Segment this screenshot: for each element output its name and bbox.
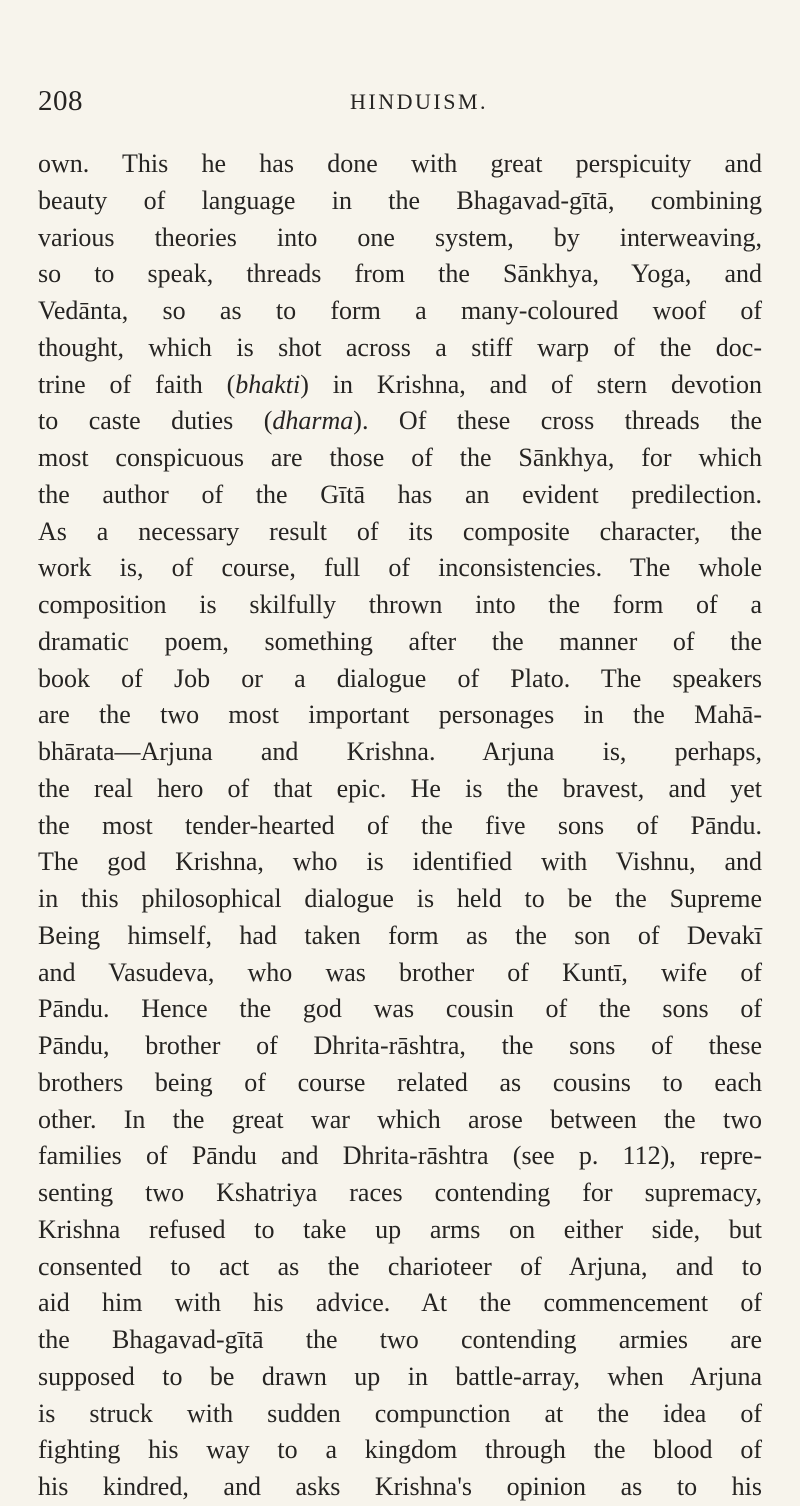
text-segment: other. In the great war which arose between the two xyxy=(38,1104,762,1134)
text-segment: the author of the Gītā has an evident predilection. xyxy=(38,479,762,509)
text-segment: various theories into one system, by interweaving, xyxy=(38,222,762,252)
text-segment: The god Krishna, who is identified with Vishnu, and xyxy=(38,847,762,877)
text-line xyxy=(38,1028,762,1065)
text-line xyxy=(38,1065,762,1102)
text-line xyxy=(38,1175,762,1212)
text-line xyxy=(38,624,762,661)
text-segment: Pāndu, brother of Dhrita-rāshtra, the sons of these xyxy=(38,1031,762,1060)
text-line xyxy=(38,1249,762,1286)
text-line xyxy=(38,808,762,845)
text-line xyxy=(38,550,762,587)
text-segment: Being himself, had taken form as the son of Devakī xyxy=(38,920,762,950)
text-line xyxy=(38,440,762,477)
text-line xyxy=(38,734,762,771)
text-segment: Vedānta, so as to form a many-coloured woof of xyxy=(38,296,762,325)
text-segment: composition is skilfully thrown into the form of a xyxy=(38,590,762,619)
text-line xyxy=(38,771,762,808)
body-text xyxy=(38,146,762,1506)
text-segment: and Vasudeva, who was brother of Kuntī, wife of xyxy=(38,957,762,987)
text-line xyxy=(38,367,762,404)
text-segment: aid him with his advice. At the commencement of xyxy=(38,1288,762,1318)
text-line xyxy=(38,1322,762,1359)
text-line xyxy=(38,881,762,918)
text-line xyxy=(38,514,762,551)
text-segment: the most tender-hearted of the five sons of Pāndu. xyxy=(38,810,762,840)
text-segment: work is, of course, full of inconsistencies. The whole xyxy=(38,553,762,583)
text-line xyxy=(38,330,762,367)
text-line xyxy=(38,256,762,293)
text-segment: As a necessary result of its composite character, the xyxy=(38,516,762,546)
text-segment: are the two most important personages in the Mahā- xyxy=(38,700,762,730)
text-line xyxy=(38,477,762,514)
text-segment: Krishna refused to take up arms on either side, but xyxy=(38,1214,762,1244)
text-segment: so to speak, threads from the Sānkhya, Yoga, and xyxy=(38,259,762,289)
text-segment: ). Of these cross threads the xyxy=(353,406,762,436)
text-line xyxy=(38,955,762,992)
text-segment: in this philosophical dialogue is held to be the Supreme xyxy=(38,884,762,913)
text-line xyxy=(38,1396,762,1433)
text-segment: own. This he has done with great perspicuity and xyxy=(38,149,762,178)
running-head xyxy=(38,84,762,118)
text-line xyxy=(38,918,762,955)
text-line xyxy=(38,1469,762,1506)
text-line xyxy=(38,220,762,257)
text-segment: fighting his way to a kingdom through the blood of xyxy=(38,1435,762,1465)
text-line xyxy=(38,1102,762,1139)
text-segment: bhārata—Arjuna and Krishna. Arjuna is, perhaps, xyxy=(38,737,762,766)
text-segment: thought, which is shot across a stiff warp of the doc- xyxy=(38,332,762,362)
text-line xyxy=(38,661,762,698)
text-segment: brothers being of course related as cousins to each xyxy=(38,1067,762,1097)
text-segment: to caste duties ( xyxy=(38,406,273,436)
text-segment: the Bhagavad-gītā the two contending armies are xyxy=(38,1325,762,1354)
running-title: HINDUISM. xyxy=(350,89,488,114)
text-segment: dramatic poem, something after the manner of the xyxy=(38,626,762,656)
text-segment: his kindred, and asks Krishna's opinion as to his xyxy=(38,1472,762,1501)
text-segment: trine of faith ( xyxy=(38,369,236,399)
text-segment: beauty of language in the Bhagavad-gītā, combining xyxy=(38,185,762,215)
text-segment: senting two Kshatriya races contending for supremacy, xyxy=(38,1178,762,1207)
text-segment: most conspicuous are those of the Sānkhya, for which xyxy=(38,443,762,472)
text-line xyxy=(38,697,762,734)
text-line xyxy=(38,587,762,624)
text-line xyxy=(38,183,762,220)
italic-term: dharma xyxy=(272,406,354,436)
text-line xyxy=(38,991,762,1028)
text-line xyxy=(38,293,762,330)
text-segment: consented to act as the charioteer of Arjuna, and to xyxy=(38,1251,762,1281)
page-number: 208 xyxy=(38,85,83,117)
text-line xyxy=(38,1359,762,1396)
text-line xyxy=(38,1285,762,1322)
text-line xyxy=(38,1138,762,1175)
text-segment: families of Pāndu and Dhrita-rāshtra (see p. 112), repre- xyxy=(38,1141,762,1171)
text-segment: Pāndu. Hence the god was cousin of the sons of xyxy=(38,994,762,1024)
italic-term: bhakti xyxy=(235,369,301,399)
text-line xyxy=(38,1212,762,1249)
text-segment: the real hero of that epic. He is the bravest, and yet xyxy=(38,773,762,803)
text-line xyxy=(38,403,762,440)
text-line xyxy=(38,844,762,881)
text-segment: book of Job or a dialogue of Plato. The speakers xyxy=(38,663,762,693)
text-segment: is struck with sudden compunction at the idea of xyxy=(38,1398,762,1428)
text-segment: ) in Krishna, and of stern devotion xyxy=(300,369,762,399)
text-line xyxy=(38,146,762,183)
text-segment: supposed to be drawn up in battle-array, when Arjuna xyxy=(38,1361,762,1391)
text-line xyxy=(38,1432,762,1469)
